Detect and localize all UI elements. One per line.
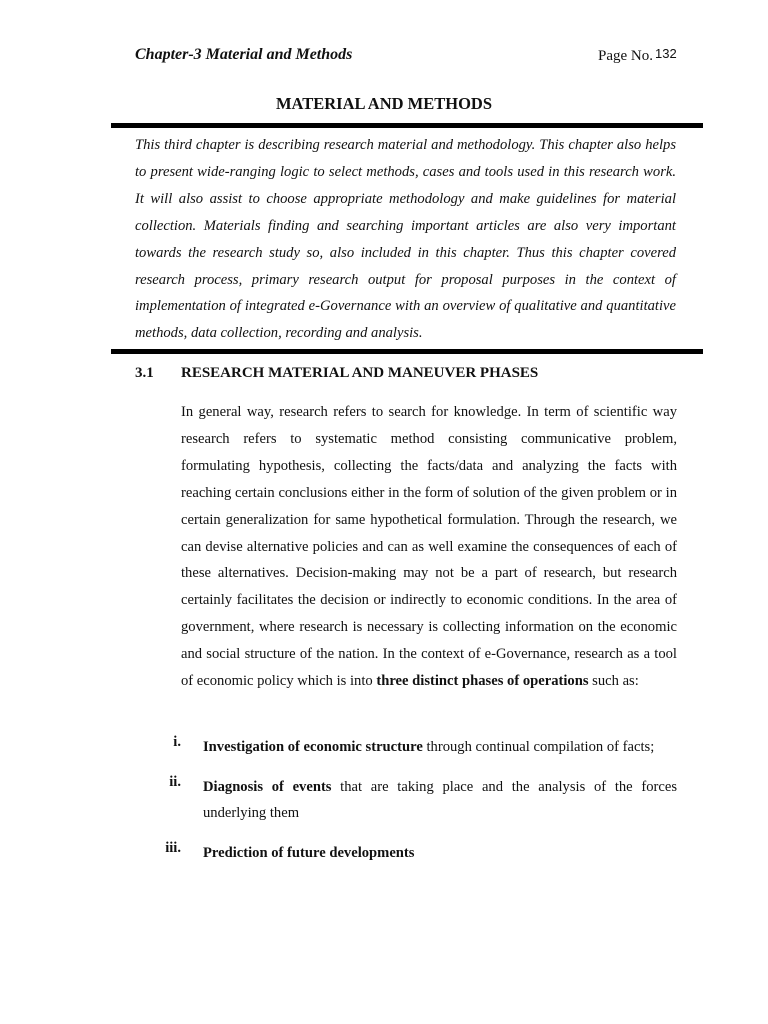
page-number: 132 [655,46,677,61]
paragraph-tail: such as: [588,673,639,690]
running-header-page [598,48,677,65]
bottom-rule [111,349,703,354]
list-item-text: that are taking place and the analysis of the forces underlying them [203,779,678,821]
list-item-bold: Investigation of economic structure [203,739,423,755]
body-paragraph [181,399,677,695]
list-item-bold: Prediction of future developments [203,845,415,861]
page-label: Page No. [598,48,653,64]
paragraph-text: In general way, research refers to search for knowledge. In term of scientific way research refers to systematic method consisting communicative problem, formulating hypothesis, collecting the facts/data and analyzing the facts with reaching certain conclusions either in the form of solution of the given problem or in certain generalization for same hypothetical formulation. Through the research, we can devise alternative policies and can as well examine the consequences of each of these alternatives. Decision-making may not be a part of research, but research certainly facilitates the decision or indirectly to economic conditions. In the area of government, where research is necessary is collecting information on the economic and social structure of the nation. In the context of e-Governance, research as a tool of economic policy which is into [181,404,677,690]
running-header-chapter: Chapter-3 Material and Methods [135,46,353,63]
page-title: MATERIAL AND METHODS [275,94,493,113]
list-item-text: through continual compilation of facts; [422,739,655,755]
chapter-abstract: This third chapter is describing research material and methodology. This chapter also helps to present wide-ranging logic to select methods, cases and tools used in this research work. It will also assist to choose appropriate methodology and make guidelines for material collection. Materials finding and searching important articles are also very important towards the research study so, also included in this chapter. Thus this chapter covered research process, primary research output for proposal purposes in the context of implementation of integrated e-Governance with an overview of qualitative and quantitative methods, data collection, recording and analysis. [135,137,676,342]
list-marker: ii. [169,774,181,790]
paragraph-bold-phrase: three distinct phases of operations [376,673,589,690]
section-title: RESEARCH MATERIAL AND MANEUVER PHASES [181,365,539,381]
top-rule [111,123,703,128]
list-marker: iii. [165,840,181,856]
list-item-bold: Diagnosis of events [203,779,332,795]
section-number: 3.1 [135,365,154,381]
list-marker: i. [173,734,181,750]
